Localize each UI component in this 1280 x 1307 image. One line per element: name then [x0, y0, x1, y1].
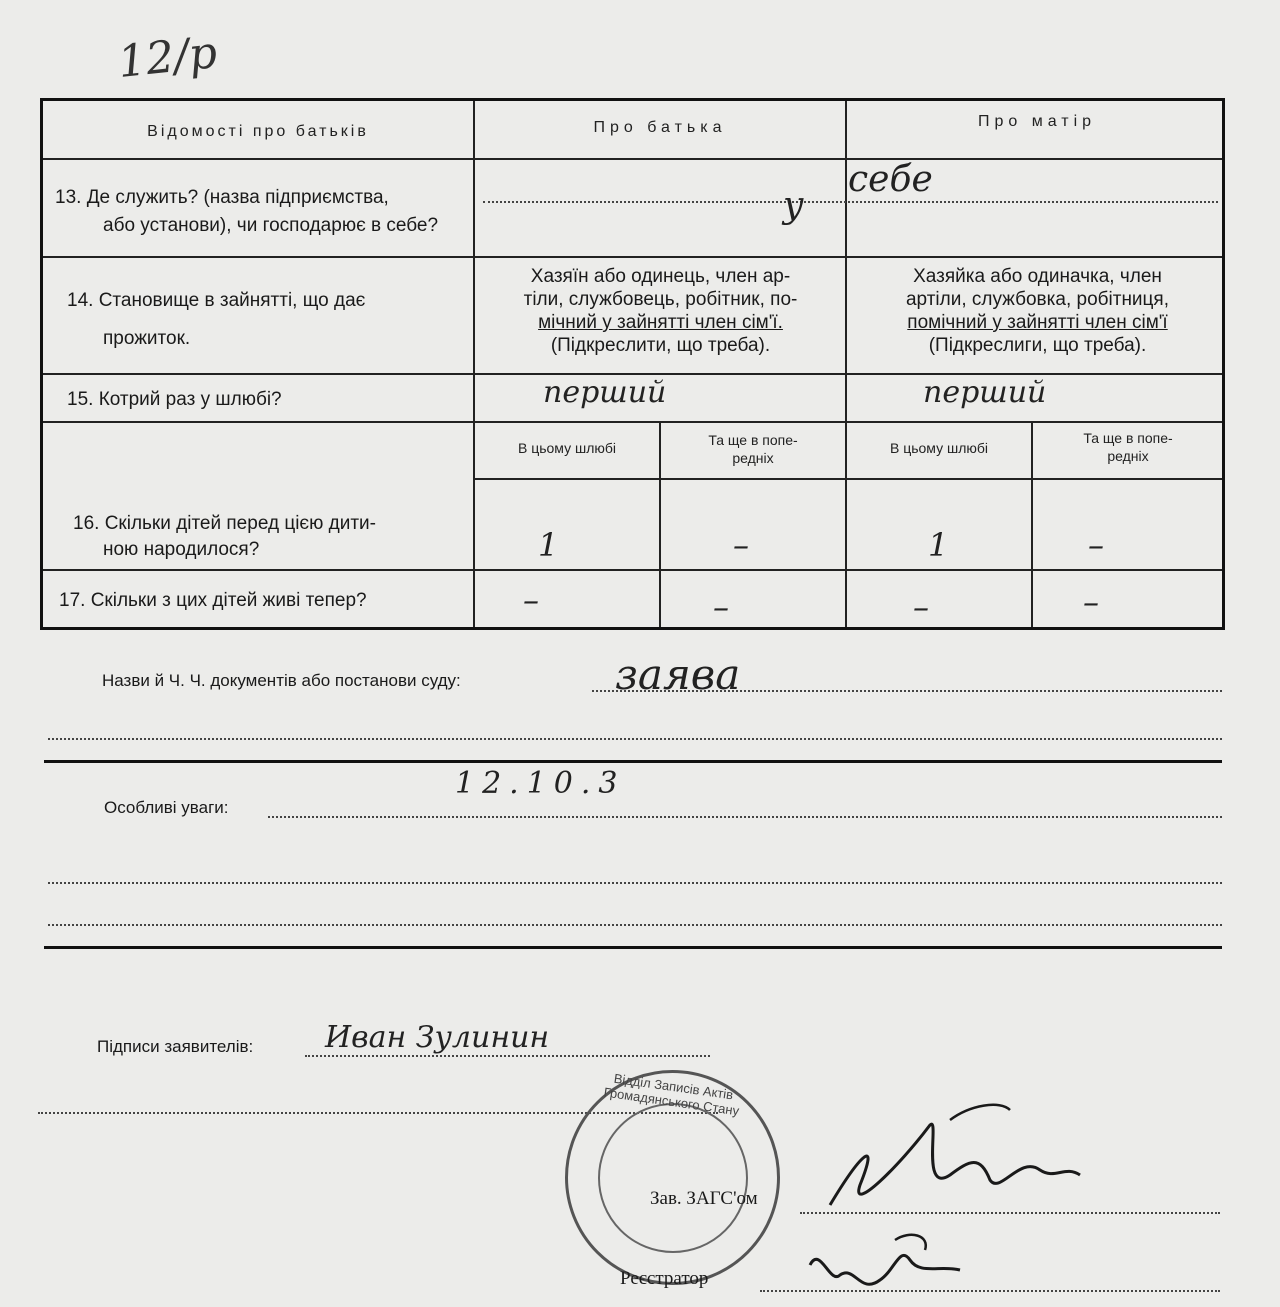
subheader-line: Та ще в попе-: [708, 432, 798, 448]
documents-line: [592, 690, 1222, 692]
zags-head-signature: [800, 1095, 1100, 1235]
question-14-line1: 14. Становище в зайнятті, що дає: [67, 290, 366, 311]
table-column-divider: [845, 101, 847, 627]
answer-16-father-this: 1: [538, 526, 559, 564]
header-mother: Про матір: [977, 113, 1097, 130]
table-divider: [43, 158, 1222, 160]
section-separator: [44, 946, 1222, 949]
table-divider: [43, 421, 1222, 423]
subheader-mother-this-marriage: В цьому шлюбі: [889, 440, 989, 456]
question-16-line2: ною народилося?: [103, 539, 260, 560]
answer-17-mother-previous: –: [1083, 583, 1099, 621]
mother-occupation-options: [855, 265, 1220, 357]
notes-line: [268, 816, 1222, 818]
official-stamp: [565, 1070, 780, 1285]
subheader-mother-previous: [1033, 429, 1223, 465]
table-divider: [43, 256, 1222, 258]
documents-line-2: [48, 738, 1222, 740]
table-column-divider: [473, 101, 475, 627]
father-option-line: тіли, службовець, робітник, по-: [523, 289, 798, 310]
header-father: Про батька: [593, 119, 727, 136]
applicant-signature: Иван Зулинин: [325, 1020, 550, 1055]
registrar-label: Реєстратор: [620, 1268, 709, 1289]
answer-13-father: у: [783, 185, 804, 226]
question-15: 15. Котрий раз у шлюбі?: [67, 389, 282, 410]
answer-15-mother: перший: [923, 375, 1047, 410]
question-13-line1: 13. Де служить? (назва підприємства,: [55, 187, 389, 208]
page-number-mark: 12/р: [115, 26, 220, 89]
stamp-text: Відділ Записів Актів Громадянського Стану: [602, 1070, 741, 1119]
answer-16-mother-this: 1: [928, 526, 949, 564]
notes-line-3: [48, 924, 1222, 926]
question-14-line2: прожиток.: [103, 328, 191, 349]
answer-16-mother-previous: –: [1088, 526, 1104, 564]
mother-option-line: артіли, службовка, робітниця,: [905, 289, 1169, 310]
section-separator: [44, 760, 1222, 763]
mother-option-line: (Підкреслиги, що треба).: [928, 335, 1147, 356]
question-17: 17. Скільки з цих дітей живі тепер?: [59, 590, 367, 611]
father-option-line: (Підкреслити, що треба).: [550, 335, 771, 356]
answer-13-mother: себе: [848, 159, 933, 200]
documents-value: заява: [615, 650, 741, 699]
answer-17-mother-this: –: [913, 588, 929, 626]
notes-line-2: [48, 882, 1222, 884]
mother-option-line: Хазяйка або одиначка, член: [913, 266, 1162, 287]
table-divider: [473, 478, 1222, 480]
subheader-line: редніх: [1107, 448, 1149, 464]
question-13-line2: або установи), чи господарює в себе?: [103, 215, 439, 236]
parents-info-table: [40, 98, 1225, 630]
father-occupation-options: [483, 265, 838, 357]
registrar-signature: [800, 1225, 980, 1307]
notes-label: Особливі уваги:: [104, 798, 229, 817]
table-divider: [43, 569, 1222, 571]
mother-option-line: помічний у зайнятті член сім'ї: [907, 312, 1168, 333]
stamp-inner-ring: [598, 1103, 748, 1253]
subheader-father-previous: [661, 431, 845, 467]
answer-17-father-previous: –: [713, 588, 729, 626]
signature-line: [305, 1055, 710, 1057]
header-parents-info: Відомості про батьків: [147, 123, 369, 140]
answer-15-father: перший: [543, 375, 667, 410]
answer-17-father-this: –: [523, 581, 539, 619]
father-option-line: мічний у зайнятті член сім'ї.: [538, 312, 783, 333]
documents-label: Назви й Ч. Ч. документів або постанови суду:: [102, 671, 461, 690]
answer-16-father-previous: –: [733, 526, 749, 564]
father-option-line: Хазяїн або одинець, член ар-: [530, 266, 791, 287]
subheader-father-this-marriage: В цьому шлюбі: [517, 440, 617, 456]
subheader-line: редніх: [732, 450, 774, 466]
answer-13-line: [483, 201, 1218, 203]
zags-head-label: Зав. ЗАГС'ом: [650, 1188, 758, 1209]
notes-value: 12.10.3: [455, 766, 626, 801]
signatures-label: Підписи заявителів:: [97, 1037, 254, 1056]
subheader-line: Та ще в попе-: [1083, 430, 1173, 446]
question-16-line1: 16. Скільки дітей перед цією дити-: [73, 513, 376, 534]
